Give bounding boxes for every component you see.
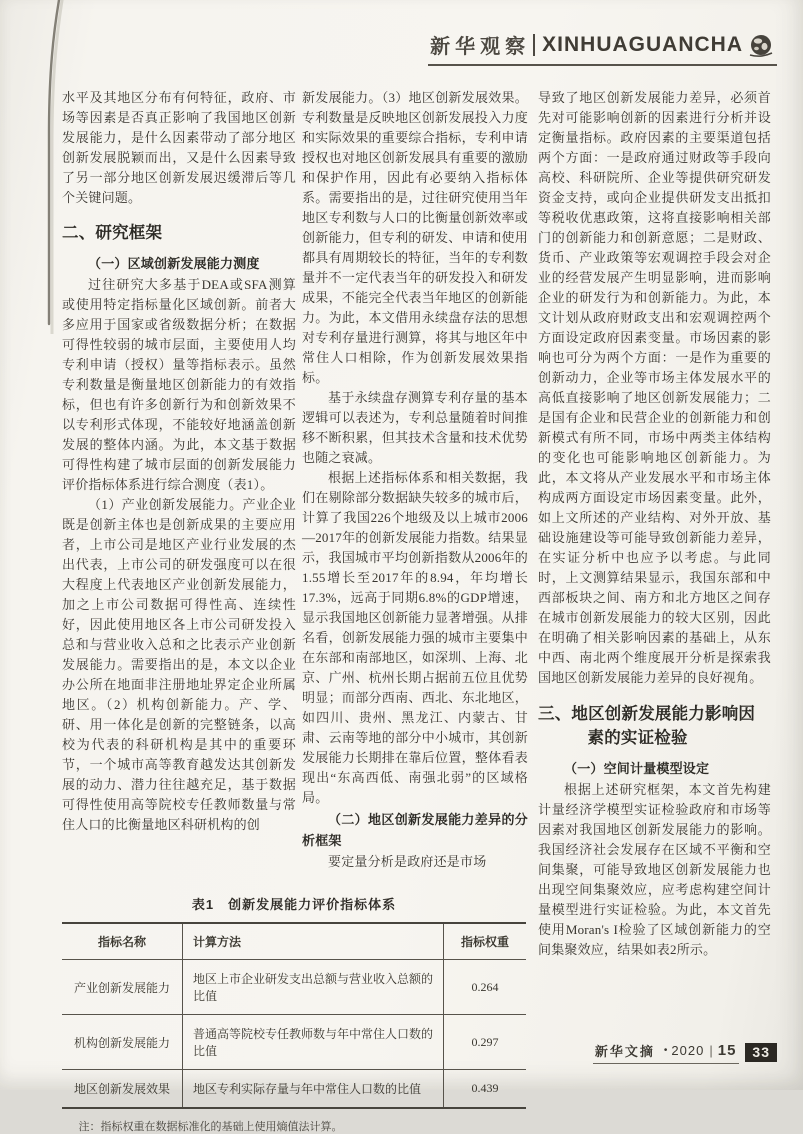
subsection-heading: （一）空间计量模型设定 [564,761,710,776]
footer-page-number-badge: 33 [745,1043,777,1062]
table-cell: 普通高等院校专任教师数与年中常住人口数的比值 [183,1015,444,1070]
text-column-1 [62,88,296,888]
table-row [62,1070,526,1109]
table-row [62,1015,526,1070]
text-column-3 [538,88,771,1040]
paragraph: （1）产业创新发展能力。产业企业既是创新主体也是创新成果的主要应用者，上市公司是地区产业行业发展的杰出代表，上市公司的研发强度可以在很大程度上代表地区产业创新发展能力，加之上市公司数据可得性高、连续性好，因此使用地区各上市公司研发投入总和与营业收入总和之比表示产业创新发展能力。需要指出的是，本文以企业办公所在地面非注册地址界定企业所属地区。（2）机构创新能力。产、学、研、用一体化是创新的完整链条，以高校为代表的科研机构是其中的重要环节，一个城市高等教育越发达其创新发展的动力、潜力往往越充足，基于数据可得性使用高等院校专任教师数量与常住人口的比衡量地区科研机构的创 [62,497,296,832]
paragraph: 要定量分析是政府还是市场 [328,854,487,869]
table1-note: 注：指标权重在数据标准化的基础上使用熵值法计算。 [78,1121,343,1133]
masthead [428,30,777,66]
footer-journal-name: 新华文摘 [594,1044,655,1059]
table1 [62,922,526,1109]
footer-dot: • [663,1045,668,1056]
table-cell: 地区专利实际存量与年中常住人口数的比值 [183,1070,444,1109]
table-row [62,960,526,1015]
table-cell: 地区上市企业研发支出总额与营业收入总额的比值 [183,960,444,1015]
paragraph: 基于永续盘存测算专利存量的基本逻辑可以表述为，专利总量随着时间推移不断积累，但其技术含量和技术优势也随之衰减。 [302,390,528,465]
masthead-chinese-title: 新华观察 [430,36,531,58]
table1-section [62,894,526,1134]
masthead-latin-title: XINHUAGUANCHA [542,32,743,56]
paragraph: 过往研究大多基于DEA或SFA测算或使用特定指标量化区域创新。前者大多应用于国家或省级数据分析；在数据可得性较弱的城市层面，主要使用人均专利申请（授权）量等指标表示。虽然专利数量是衡量地区创新能力的有效指标，但也有许多创新行为和创新效果不以专利形式体现，不能较好地涵盖创新发展的整体内涵。为此，本文基于数据可得性构建了城市层面的创新发展能力评价指标体系进行综合测度（表1）。 [62,277,296,492]
page-footer [593,1041,777,1064]
globe-icon [749,34,773,58]
table-cell: 产业创新发展能力 [62,960,183,1015]
table1-header-row [62,923,526,960]
footer-separator: | [709,1043,713,1058]
footer-issue-number: 15 [717,1042,737,1059]
section-heading: 二、研究框架 [62,224,163,242]
table-cell: 0.297 [444,1015,527,1070]
table-header-cell: 计算方法 [183,923,444,960]
paragraph: 水平及其地区分布有何特征，政府、市场等因素是否真正影响了我国地区创新发展能力，是什么因素带动了部分地区创新发展脱颖而出，又是什么因素导致了另一部分地区创新发展迟缓滞后等几个关键问题。 [62,90,296,205]
footer-journal-line [593,1041,740,1064]
table-cell: 机构创新发展能力 [62,1015,183,1070]
paragraph: 根据上述指标体系和相关数据，我们在剔除部分数据缺失较多的城市后，计算了我国226个地级及以上城市2006—2017年的创新发展能力指数。结果显示，我国城市平均创新指数从2006年的1.55增长至2017年的8.94，年均增长17.3%，远高于同期6.8%的GDP增速，显示我国地区创新能力显著增强。从排名看，创新发展能力强的城市主要集中在东部和南部地区，如深圳、上海、北京、广州、杭州长期占据前五位且优势明显；而部分西南、西北、东北地区，如四川、贵州、黑龙江、内蒙古、甘肃、云南等地的部分中小城市，其创新发展能力长期排在靠后位置，整体看表现出“东高西低、南强北弱”的区域格局。 [302,470,528,805]
table-header-cell: 指标权重 [444,923,527,960]
footer-year: 2020 [671,1043,705,1058]
section-heading: 三、地区创新发展能力影响因素的实证检验 [538,705,756,747]
paragraph: 新发展能力。（3）地区创新发展效果。专利数量是反映地区创新发展投入力度和实际效果的重要综合指标，专利申请授权也对地区创新发展具有重要的激励和保护作用，因此有必要纳入指标体系。需要指出的是，过往研究使用当年地区专利数与人口的比衡量创新效率或创新能力，但专利的研发、申请和使用都具有周期较长的特征，当年的专利数量并不一定代表当年的研发投入和研发成果，不能完全代表当年地区的创新能力。为此，本文借用永续盘存法的思想对专利存量进行测算，将其与地区年中常住人口相除，作为创新发展效果指标。 [302,90,528,385]
paragraph: 导致了地区创新发展能力差异，必须首先对可能影响创新的因素进行分析并设定衡量指标。政府因素的主要渠道包括两个方面：一是政府通过财政等手段向高校、科研院所、企业等提供研究研发资金支持，或向企业提供研发支出抵扣等税收优惠政策，这将直接影响相关部门的创新能力和创新意愿；二是财政、货币、产业政策等宏观调控手段会对企业的经营发展产生明显影响，进而影响企业的研发行为和创新能力。为此，本文计划从政府财政支出和宏观调控两个方面设定政府因素变量。市场因素的影响也可分为两个方面：一是作为重要的创新动力，企业等市场主体发展水平的高低直接影响了地区创新发展能力；二是国有企业和民营企业的创新能力和创新模式有所不同，市场中两类主体结构的变化也可能影响地区创新能力。为此，本文将从产业发展水平和市场主体构成两方面设定市场因素变量。此外，如上文所述的产业结构、对外开放、基础设施建设等可能导致创新能力差异，在实证分析中也应予以考虑。与此同时，上文测算结果显示，我国东部和中西部板块之间、南方和北方地区之间存在城市创新发展能力的较大区别，因此在明确了相关影响因素的基础上，从东中西、南北两个维度展开分析是探索我国地区创新发展能力差异的良好视角。 [538,90,771,685]
subsection-heading: （二）地区创新发展能力差异的分析框架 [302,812,528,848]
table-header-cell: 指标名称 [62,923,183,960]
table-cell: 地区创新发展效果 [73,1082,170,1096]
table-cell: 0.264 [444,960,527,1015]
table1-title: 表1 创新发展能力评价指标体系 [191,897,397,912]
subsection-heading: （一）区域创新发展能力测度 [88,256,260,271]
table-cell: 0.439 [444,1070,527,1109]
text-column-2 [302,88,528,888]
masthead-divider [533,34,535,56]
paragraph: 根据上述研究框架，本文首先构建计量经济学模型实证检验政府和市场等因素对我国地区创新发展能力的影响。我国经济社会发展存在区域不平衡和空间集聚，可能导致地区创新发展能力也出现空间集聚效应，应考虑构建空间计量模型进行实证检验。为此，本文首先使用Moran's I检验了区域创新能力的空间集聚效应，结果如表2所示。 [538,782,771,957]
